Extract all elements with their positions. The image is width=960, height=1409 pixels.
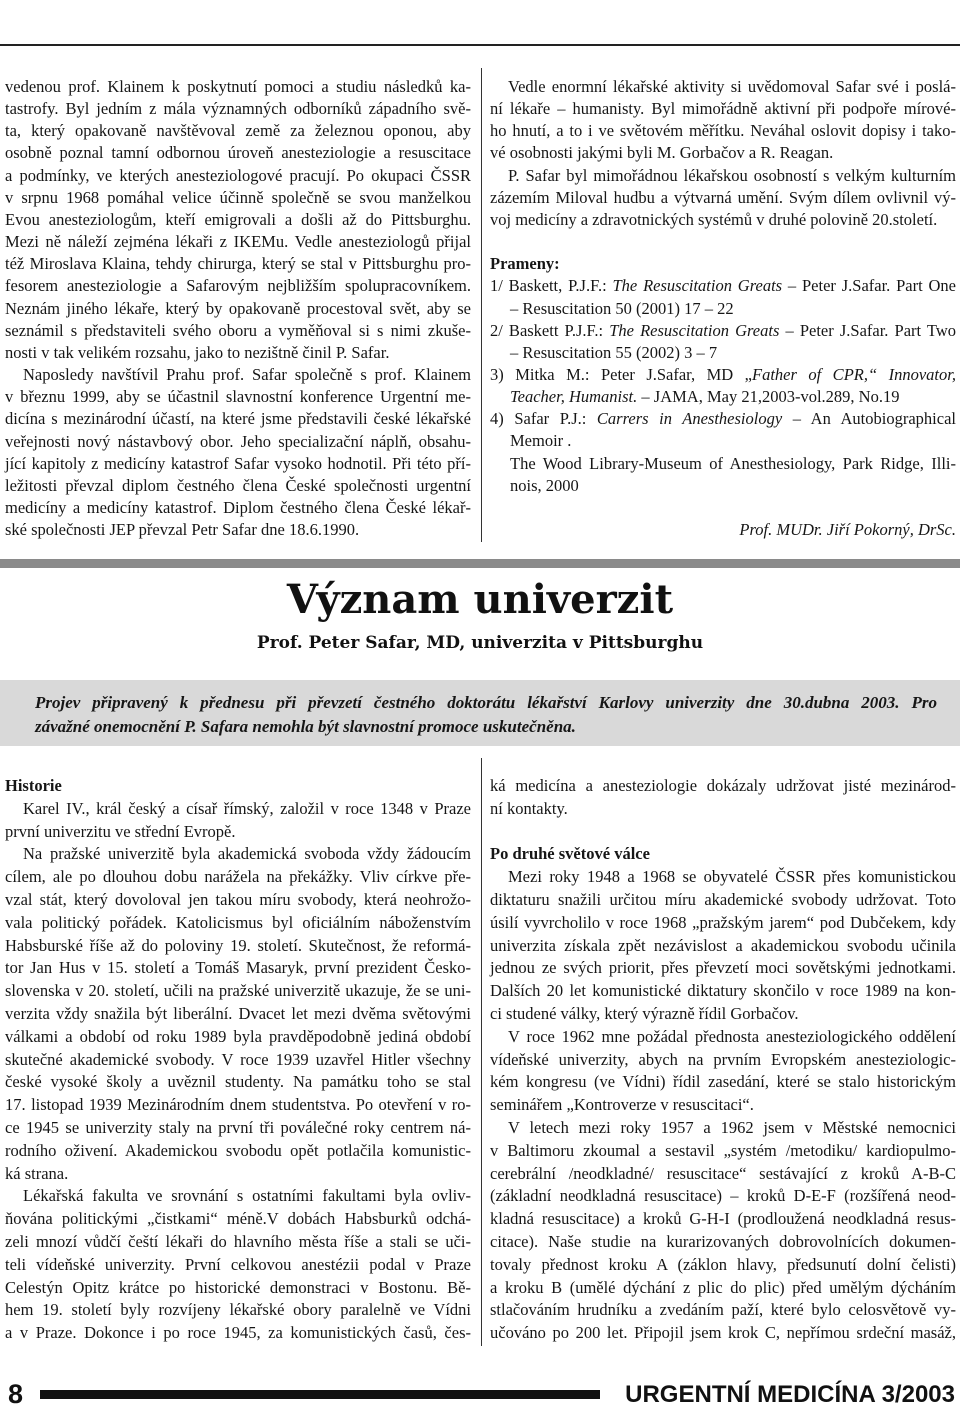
text-line: nois, 2000 bbox=[510, 475, 579, 495]
text-segment: – JAMA, May 21,2003-vol.289, No.19 bbox=[637, 387, 900, 407]
italic-text: Father of CPR,“ Innovator, bbox=[752, 365, 956, 385]
signature-text: Prof. MUDr. Jiří Pokorný, DrSc. bbox=[739, 520, 956, 540]
italic-text: The Resuscitation Greats bbox=[612, 276, 783, 296]
intro-banner-text bbox=[35, 691, 937, 739]
footer-bar bbox=[40, 1390, 600, 1399]
text-line: jící kapitoly z medicíny katastrof Safar vysoko hodnotil. Při této pří- bbox=[5, 453, 471, 473]
text-line: tor Jan Hus v 15. století a Tomáš Masaryk, první prezident Česko- bbox=[5, 958, 471, 978]
text-line: kém kongresu (ve Vídni) řídil zasedání, které se stalo historickým bbox=[490, 1072, 956, 1092]
paragraph bbox=[490, 866, 956, 1026]
text-line: ho hnutí, a to i ve světovém měřítku. Neváhal oslovit dopisy i tako- bbox=[490, 121, 956, 141]
text-line: ležitosti převzal diplom čestného člena České společnosti urgentní bbox=[5, 475, 471, 495]
italic-text: Teacher, Humanist. bbox=[510, 387, 638, 407]
text-line: teli vídeňské univerzity. První celkovou anestézii podal v Praze bbox=[5, 1254, 471, 1274]
text-line: Lékařská fakulta ve srovnání s ostatními fakultami byla ovliv- bbox=[23, 1186, 471, 1206]
paragraph bbox=[5, 364, 471, 541]
reference-entry bbox=[490, 320, 956, 364]
text-line: kladná resuscitace) a kroků G-H-I (prodloužená neodkladná resus- bbox=[490, 1209, 956, 1229]
text-line: jednou ze svých priorit, přes převzetí moci sovětskými jednotkami. bbox=[490, 958, 956, 978]
text-line: učováno po 200 let. Připojil jsem krok C, nepřímou srdeční masáž, bbox=[490, 1323, 956, 1343]
text-line: úsilí vyvrcholilo v roce 1968 „pražským jarem“ pod Dubčekem, kdy bbox=[490, 912, 956, 932]
text-line: stlačováním hrudníku a zvedáním paží, které bylo celosvětově vy- bbox=[490, 1300, 956, 1320]
text-line bbox=[490, 275, 956, 297]
text-line: Naposledy navštívil Prahu prof. Safar společně s prof. Klainem bbox=[23, 365, 471, 385]
text-line: a podmínky, ve kterých anesteziologové pracují. Po okupaci ČSSR bbox=[5, 165, 471, 185]
column-divider-bottom bbox=[481, 758, 482, 1346]
reference-note bbox=[490, 453, 956, 497]
text-line: vala politický pořádek. Katolicismus byl oficiálním náboženstvím bbox=[5, 912, 471, 932]
intro-banner bbox=[0, 680, 960, 746]
text-segment: – Peter J.Safar. Part One bbox=[782, 276, 956, 296]
text-line: nosti v tak velikém rozsahu, jako to nezištně činil P. Safar. bbox=[5, 342, 390, 362]
text-line: hem 19. století byly rozvíjeny lékařské obory paralelně ve Vídni bbox=[5, 1300, 471, 1320]
text-line: ta, který opakovaně navštěvoval země za železnou oponou, aby bbox=[5, 121, 471, 141]
paragraph bbox=[5, 1185, 471, 1345]
text-line: seznámil s představiteli svého oboru a vyměňoval si s nimi zkuše- bbox=[5, 320, 471, 340]
text-line: ká medicína a anesteziologie dokázaly udržovat jisté mezinárod- bbox=[490, 776, 956, 795]
text-line bbox=[490, 408, 956, 430]
text-line bbox=[490, 364, 956, 386]
main-article-right-column bbox=[490, 775, 956, 1345]
text-line: – Resuscitation 55 (2002) 3 – 7 bbox=[510, 342, 718, 362]
text-segment: – Peter J.Safar. Part Two bbox=[779, 320, 956, 340]
text-line bbox=[490, 386, 956, 408]
text-line: v srpnu 1968 pomáhal velice účinně společně se svou manželkou bbox=[5, 187, 471, 207]
heading-text: Prameny: bbox=[490, 254, 560, 274]
reference-entry bbox=[490, 275, 956, 319]
text-line: vé osobnosti jakými byli M. Gorbačov a R. Reagan. bbox=[490, 143, 834, 163]
text-line: seminářem „Kontroverze v resuscitaci“. bbox=[490, 1095, 754, 1115]
text-line: rodního oživení. Akademickou svobodu opět potlačila komunistic- bbox=[5, 1140, 471, 1160]
top-article-left-column bbox=[5, 76, 471, 541]
heading-text: Historie bbox=[5, 776, 62, 795]
text-line: dicína s mezinárodní účastí, na které jsme představili české lékařské bbox=[5, 409, 471, 429]
text-line: a kroku B (umělé dýchání z plic do plic) před umělým dýcháním bbox=[490, 1277, 956, 1297]
text-line: české vysoké školy a uvěznil studenty. Na památku toho se stal bbox=[5, 1072, 471, 1092]
text-line: v březnu 1999, aby se účastnil slavnostní konference Urgentní me- bbox=[5, 387, 471, 407]
journal-issue: URGENTNÍ MEDICÍNA 3/2003 bbox=[625, 1381, 955, 1408]
text-line: zeli mnozí vůdčí čeští lékaři do hlavního města říše a stali se uči- bbox=[5, 1231, 471, 1251]
italic-text: Carrers in Anesthesiology bbox=[596, 409, 783, 429]
reference-entry bbox=[490, 364, 956, 408]
text-segment: 2/ Baskett P.J.F.: bbox=[490, 320, 610, 340]
text-segment: – An Autobiographical bbox=[782, 409, 956, 429]
text-line: V roce 1962 mne požádal přednosta anesteziologického oddělení bbox=[508, 1026, 956, 1046]
text-line: V letech mezi roky 1957 a 1962 jsem v Městské nemocnici bbox=[508, 1117, 956, 1137]
text-line: tovaly přednost kroku A (záklon hlavy, předsunutí dolní čelisti) bbox=[490, 1254, 956, 1274]
paragraph bbox=[490, 165, 956, 231]
text-line: Karel IV., král český a císař římský, založil v roce 1348 v Praze bbox=[23, 798, 471, 818]
text-line: medicíny a medicíny katastrof. Diplom čestného člena České lékař- bbox=[5, 497, 471, 517]
page-number: 8 bbox=[8, 1379, 24, 1409]
text-line: Memoir . bbox=[510, 431, 572, 451]
section-heading bbox=[5, 775, 471, 798]
text-line: The Wood Library-Museum of Anesthesiology, Park Ridge, Illi- bbox=[510, 453, 956, 473]
text-line: P. Safar byl mimořádnou lékařskou osobností s velkým kulturním bbox=[508, 165, 956, 185]
text-line: cílem, ale po dlouhou dobu narážela na překážky. Vliv církve pře- bbox=[5, 867, 471, 887]
text-segment: 1/ Baskett, P.J.F.: bbox=[490, 276, 613, 296]
paragraph bbox=[490, 76, 956, 165]
text-line: verzita vždy snažila být liberální. Dvacet let mezi dvěma světovými bbox=[5, 1003, 471, 1023]
text-line: Na pražské univerzitě byla akademická svoboda vždy žádoucím bbox=[23, 844, 471, 864]
text-line bbox=[490, 320, 956, 342]
text-line: Celestýn Opitz krátce po historické demonstraci v Bostonu. Bě- bbox=[5, 1277, 471, 1297]
paragraph bbox=[490, 1026, 956, 1117]
text-line: voj medicíny a zdravotnických systémů v druhé polovině 20.století. bbox=[490, 209, 938, 229]
text-line: diktaturu snažili určitou míru akademické svobody udržovat. Toto bbox=[490, 889, 956, 909]
text-line: – Resuscitation 50 (2001) 17 – 22 bbox=[510, 298, 734, 318]
text-line: ce 1945 se univerzity staly na první tři poválečné roky centrem ná- bbox=[5, 1117, 471, 1137]
text-segment: 4) Safar P.J.: bbox=[490, 409, 597, 429]
text-line: vedenou prof. Klainem k poskytnutí pomoci a studiu následků ka- bbox=[5, 77, 471, 96]
top-article-right-column bbox=[490, 76, 956, 541]
text-line: vzal stát, který dovoloval jen takou míru svobody, která neohrožo- bbox=[5, 889, 471, 909]
text-line: skutečné akademické svobody. V roce 1939 uzavřel Hitler všechny bbox=[5, 1049, 471, 1069]
paragraph bbox=[5, 76, 471, 364]
text-line: první univerzitu ve střední Evropě. bbox=[5, 821, 236, 841]
header-rule bbox=[0, 44, 960, 46]
text-line: Habsburské říše až do poloviny 19. století. Skutečnost, že reformá- bbox=[5, 935, 471, 955]
text-line: slovenska v 20. století, učili na pražské univerzitě ukazuje, že se uni- bbox=[5, 981, 471, 1001]
text-line: citace). Naše studie na kurarizovaných dobrovolnících dokumen- bbox=[490, 1231, 956, 1251]
text-line: Dalších 20 let komunistické diktatury skončilo v roce 1989 na kon- bbox=[490, 981, 956, 1001]
text-line: též Miroslava Klaina, tehdy chirurga, který se stal v Pittsburghu pro- bbox=[5, 254, 471, 274]
text-line: ské společnosti JEP převzal Petr Safar dne 18.6.1990. bbox=[5, 520, 360, 540]
text-segment: 3) Mitka M.: Peter J.Safar, MD „ bbox=[490, 365, 752, 385]
text-line: cerebrální /neodkladné/ resuscitace“ sestávající z kroků A-B-C bbox=[490, 1163, 956, 1183]
text-line: veřejnosti nový nástavbový obor. Jeho specializační náplň, obsahu- bbox=[5, 431, 471, 451]
text-line: (základní neodkladná resuscitace) – kroků D-E-F (rozšířená neod- bbox=[490, 1186, 956, 1206]
paragraph bbox=[490, 1117, 956, 1345]
column-divider-top bbox=[481, 68, 482, 542]
text-line: ňována politickými „čistkami“ méně.V dobách Habsburků odchá- bbox=[5, 1209, 471, 1229]
paragraph bbox=[490, 775, 956, 821]
author-signature bbox=[490, 519, 956, 541]
section-heading bbox=[490, 843, 956, 866]
text-line: vídeňské univerzity, abych na prvním Evropském anesteziologic- bbox=[490, 1049, 956, 1069]
text-line: 17. listopad 1939 Mezinárodním dnem studentstva. Po otevření v ro- bbox=[5, 1095, 471, 1115]
text-line: fesorem anesteziologie a Safarovým nejbližším spolupracovníkem. bbox=[5, 276, 471, 296]
text-line: ká strana. bbox=[5, 1163, 69, 1183]
section-separator-bar bbox=[0, 559, 960, 568]
text-line: válkami a období od roku 1989 byla pravděpodobně jediná období bbox=[5, 1026, 471, 1046]
intro-line: závažné onemocnění P. Safara nemohla být slavnostní promoce uskutečněna. bbox=[35, 717, 576, 736]
text-line: Neznám jiného lékaře, který by opakovaně procestoval svět, aby se bbox=[5, 298, 471, 318]
text-line: v Baltimoru zkoumal a sestavil „systém /metodiku/ kardiopulmo- bbox=[490, 1140, 956, 1160]
paragraph bbox=[5, 843, 471, 1185]
text-line: Vedle enormní lékařské aktivity si uvědomoval Safar své i poslá- bbox=[508, 77, 956, 96]
article-title: Význam univerzit bbox=[286, 576, 674, 623]
text-line: osobně poznal tamní odbornou úroveň anesteziologie a resuscitace bbox=[5, 143, 471, 163]
text-line: zázemím Miloval hudbu a výtvarná umění. Svým dílem ovlivnil vý- bbox=[490, 187, 956, 207]
text-line: ní kontakty. bbox=[490, 798, 568, 818]
intro-line: Projev připravený k přednesu při převzetí čestného doktorátu lékařství Karlovy univerzity dne 30.dubna 2003. Pro bbox=[35, 693, 937, 712]
italic-text: The Resuscitation Greats bbox=[609, 320, 780, 340]
heading-text: Po druhé světové válce bbox=[490, 844, 650, 864]
article-subtitle: Prof. Peter Safar, MD, univerzita v Pittsburghu bbox=[256, 633, 704, 653]
text-line: Mezi roky 1948 a 1968 se obyvatelé ČSSR přes komunistickou bbox=[508, 867, 956, 887]
main-article-left-column bbox=[5, 775, 471, 1345]
text-line: tastrofy. Byl jedním z mála významných odborníků západního svě- bbox=[5, 99, 471, 119]
text-line: Evou anesteziologům, kteří emigrovali a došli až do Pittsburghu. bbox=[5, 209, 471, 229]
text-line: ci studené války, který výrazně řídil Gorbačov. bbox=[490, 1003, 799, 1023]
text-line: Mezi ně náleží zejména lékaři z IKEMu. Vedle anesteziologů přijal bbox=[5, 232, 471, 252]
text-line: univerzita získala zpět nezávislost a akademickou svobodu učinila bbox=[490, 935, 956, 955]
reference-entry bbox=[490, 408, 956, 452]
paragraph bbox=[5, 798, 471, 844]
text-line: ní lékaře – humanisty. Byl mimořádně aktivní při podpoře mírové- bbox=[490, 99, 956, 119]
section-heading bbox=[490, 253, 956, 275]
text-line: a v Praze. Dokonce i po roce 1945, za komunistických časů, čes- bbox=[5, 1323, 471, 1343]
